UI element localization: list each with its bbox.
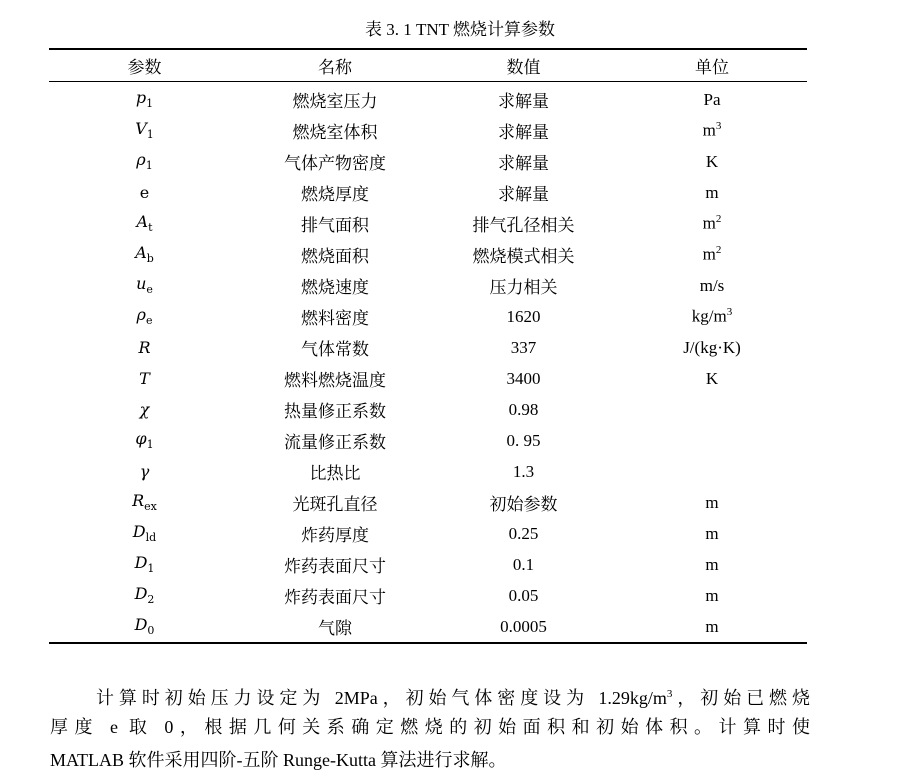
- symbol-subscript: 1: [146, 128, 154, 142]
- cell-value: 初始参数: [489, 495, 558, 514]
- paragraph-superscript: 3: [666, 688, 673, 700]
- cell-name: 燃烧室体积: [292, 123, 378, 142]
- body-paragraph: [50, 678, 810, 715]
- cell-name: 气体常数: [301, 340, 369, 359]
- unit-base: m: [702, 213, 716, 233]
- cell-name: 热量修正系数: [284, 402, 386, 421]
- unit-base: m: [705, 616, 719, 636]
- table-row: [49, 363, 807, 394]
- cell-symbol: [49, 332, 240, 363]
- symbol: [135, 429, 154, 452]
- unit-superscript: 2: [715, 244, 722, 257]
- table-row: [49, 82, 807, 116]
- cell-value: 0.98: [508, 399, 539, 419]
- table-row: [49, 611, 807, 643]
- cell-symbol: [49, 208, 240, 239]
- cell-value: 0.05: [508, 585, 539, 605]
- table-row: [49, 487, 807, 518]
- symbol-base: A: [136, 212, 149, 232]
- symbol: [132, 522, 157, 545]
- cell-symbol: [49, 177, 240, 208]
- cell-value: 1.3: [512, 461, 535, 481]
- symbol-subscript: 1: [145, 159, 153, 173]
- symbol-subscript: ld: [145, 531, 157, 545]
- cell-unit: [617, 487, 807, 518]
- unit-base: m: [705, 523, 719, 543]
- table-row: [49, 425, 807, 456]
- symbol: [139, 369, 150, 388]
- paragraph-line-1-tail: ，初始已燃烧: [672, 688, 810, 708]
- symbol-base: R: [132, 491, 145, 511]
- table-row: [49, 146, 807, 177]
- cell-symbol: [49, 611, 240, 643]
- table-row: [49, 239, 807, 270]
- symbol: [138, 338, 150, 357]
- body-paragraph-cont: [50, 711, 810, 777]
- symbol-base: e: [139, 182, 150, 202]
- unit-base: m: [705, 585, 719, 605]
- cell-unit: [617, 332, 807, 363]
- unit-base: m: [702, 244, 716, 264]
- table-caption: 表 3. 1 TNT 燃烧计算参数: [365, 20, 555, 39]
- symbol-subscript: 1: [146, 438, 154, 452]
- parameter-table: [49, 48, 807, 644]
- table-row: [49, 549, 807, 580]
- cell-value: 0. 95: [506, 430, 541, 450]
- cell-value: 0.25: [508, 523, 539, 543]
- table-row: [49, 301, 807, 332]
- cell-symbol: [49, 270, 240, 301]
- cell-unit: [617, 82, 807, 116]
- symbol-base: D: [134, 615, 148, 635]
- cell-unit: [617, 611, 807, 643]
- paragraph-line-2: 厚度 e 取 0，根据几何关系确定燃烧的初始面积和初始体积。计算时使: [50, 717, 810, 737]
- cell-value: 337: [510, 337, 537, 357]
- unit-base: m: [705, 554, 719, 574]
- symbol-base: p: [135, 88, 147, 108]
- cell-value: 3400: [506, 368, 541, 388]
- symbol-base: D: [134, 584, 148, 604]
- symbol: [134, 553, 155, 576]
- unit-base: m: [702, 120, 716, 140]
- cell-name: 炸药厚度: [301, 526, 369, 545]
- header-unit: 单位: [617, 49, 807, 82]
- symbol: [134, 584, 155, 607]
- cell-symbol: [49, 580, 240, 611]
- symbol-subscript: 2: [147, 593, 155, 607]
- unit-base: Pa: [703, 89, 721, 109]
- cell-symbol: [49, 456, 240, 487]
- cell-unit: [617, 363, 807, 394]
- cell-name: 燃烧面积: [301, 247, 369, 266]
- table-row: [49, 208, 807, 239]
- cell-unit: [617, 518, 807, 549]
- cell-symbol: [49, 301, 240, 332]
- symbol: [136, 274, 153, 297]
- symbol-base: χ: [139, 399, 150, 419]
- unit-base: K: [705, 151, 719, 171]
- symbol: [136, 212, 153, 235]
- table-row: [49, 518, 807, 549]
- unit-base: m: [705, 182, 719, 202]
- symbol: [134, 615, 155, 638]
- symbol-subscript: 1: [147, 562, 155, 576]
- symbol-base: V: [135, 119, 147, 139]
- symbol-subscript: 0: [147, 624, 155, 638]
- unit-superscript: 3: [726, 306, 733, 319]
- symbol-base: T: [139, 368, 150, 388]
- symbol: [136, 305, 153, 328]
- cell-value: 求解量: [498, 92, 549, 111]
- cell-unit: [617, 456, 807, 487]
- cell-name: 气隙: [318, 619, 352, 638]
- symbol: [135, 119, 154, 142]
- paragraph-line-1-text: 计算时初始压力设定为 2MPa，初始气体密度设为 1.29kg/m: [96, 688, 667, 708]
- cell-name: 排气面积: [301, 216, 369, 235]
- cell-symbol: [49, 549, 240, 580]
- cell-unit: [617, 425, 807, 456]
- header-parameter: 参数: [49, 49, 240, 82]
- cell-symbol: [49, 394, 240, 425]
- cell-symbol: [49, 115, 240, 146]
- cell-symbol: [49, 239, 240, 270]
- cell-name: 燃料密度: [301, 309, 369, 328]
- symbol-subscript: t: [148, 221, 153, 235]
- cell-name: 流量修正系数: [284, 433, 386, 452]
- cell-value: 燃烧模式相关: [472, 247, 575, 266]
- cell-unit: [617, 208, 807, 239]
- table-row: [49, 177, 807, 208]
- cell-symbol: [49, 518, 240, 549]
- symbol-base: A: [135, 243, 147, 263]
- cell-value: 排气孔径相关: [472, 216, 575, 235]
- cell-name: 燃烧厚度: [301, 185, 369, 204]
- cell-name: 燃料燃烧温度: [284, 371, 386, 390]
- symbol: [132, 491, 157, 514]
- cell-name: 气体产物密度: [284, 154, 386, 173]
- cell-unit: [617, 115, 807, 146]
- table-row: [49, 270, 807, 301]
- unit-base: J/(kg·K): [683, 337, 741, 357]
- paragraph-line-3: MATLAB 软件采用四阶-五阶 Runge-Kutta 算法进行求解。: [50, 750, 507, 770]
- cell-symbol: [49, 363, 240, 394]
- symbol: [140, 462, 150, 481]
- symbol-base: φ: [135, 429, 147, 449]
- cell-name: 燃烧室压力: [292, 92, 378, 111]
- cell-unit: [617, 239, 807, 270]
- symbol-subscript: ex: [144, 500, 157, 514]
- symbol: [135, 243, 154, 266]
- cell-value: 求解量: [498, 185, 549, 204]
- symbol: [135, 88, 154, 111]
- cell-value: 1620: [506, 306, 541, 326]
- cell-unit: [617, 270, 807, 301]
- table-row: [49, 115, 807, 146]
- symbol-base: ρ: [136, 305, 146, 325]
- cell-value: 0.0005: [500, 616, 547, 636]
- symbol-subscript: 1: [146, 97, 154, 111]
- cell-unit: [617, 177, 807, 208]
- unit-superscript: 2: [715, 213, 722, 226]
- header-value: 数值: [430, 49, 617, 82]
- table-row: [49, 394, 807, 425]
- symbol-subscript: b: [146, 252, 154, 266]
- cell-unit: [617, 146, 807, 177]
- symbol-base: D: [132, 522, 146, 542]
- cell-unit: [617, 301, 807, 332]
- unit-base: K: [705, 368, 719, 388]
- header-name: 名称: [240, 49, 430, 82]
- cell-unit: [617, 394, 807, 425]
- paragraph-line-1: [50, 678, 810, 715]
- cell-value: 求解量: [498, 154, 549, 173]
- cell-name: 炸药表面尺寸: [284, 588, 386, 607]
- cell-symbol: [49, 82, 240, 116]
- cell-symbol: [49, 487, 240, 518]
- cell-symbol: [49, 146, 240, 177]
- unit-base: m/s: [699, 275, 725, 295]
- symbol-base: u: [136, 274, 147, 294]
- table-row: [49, 580, 807, 611]
- unit-base: m: [705, 492, 719, 512]
- unit-superscript: 3: [715, 120, 722, 133]
- symbol-base: ρ: [136, 150, 146, 170]
- table-row: [49, 332, 807, 363]
- cell-value: 0.1: [512, 554, 535, 574]
- cell-symbol: [49, 425, 240, 456]
- cell-name: 光斑孔直径: [292, 495, 378, 514]
- unit-base: kg/m: [691, 306, 727, 326]
- symbol-base: R: [138, 337, 151, 357]
- cell-name: 炸药表面尺寸: [284, 557, 386, 576]
- table-header-row: [49, 49, 807, 82]
- cell-unit: [617, 549, 807, 580]
- cell-unit: [617, 580, 807, 611]
- symbol: [140, 183, 149, 202]
- symbol-base: γ: [139, 461, 150, 481]
- cell-name: 比热比: [309, 464, 361, 483]
- cell-value: 压力相关: [489, 278, 558, 297]
- symbol-base: D: [134, 553, 148, 573]
- symbol: [136, 150, 153, 173]
- symbol: [140, 400, 150, 419]
- symbol-subscript: e: [146, 283, 153, 297]
- cell-name: 燃烧速度: [301, 278, 369, 297]
- symbol-subscript: e: [145, 314, 153, 328]
- table-row: [49, 456, 807, 487]
- cell-value: 求解量: [498, 123, 549, 142]
